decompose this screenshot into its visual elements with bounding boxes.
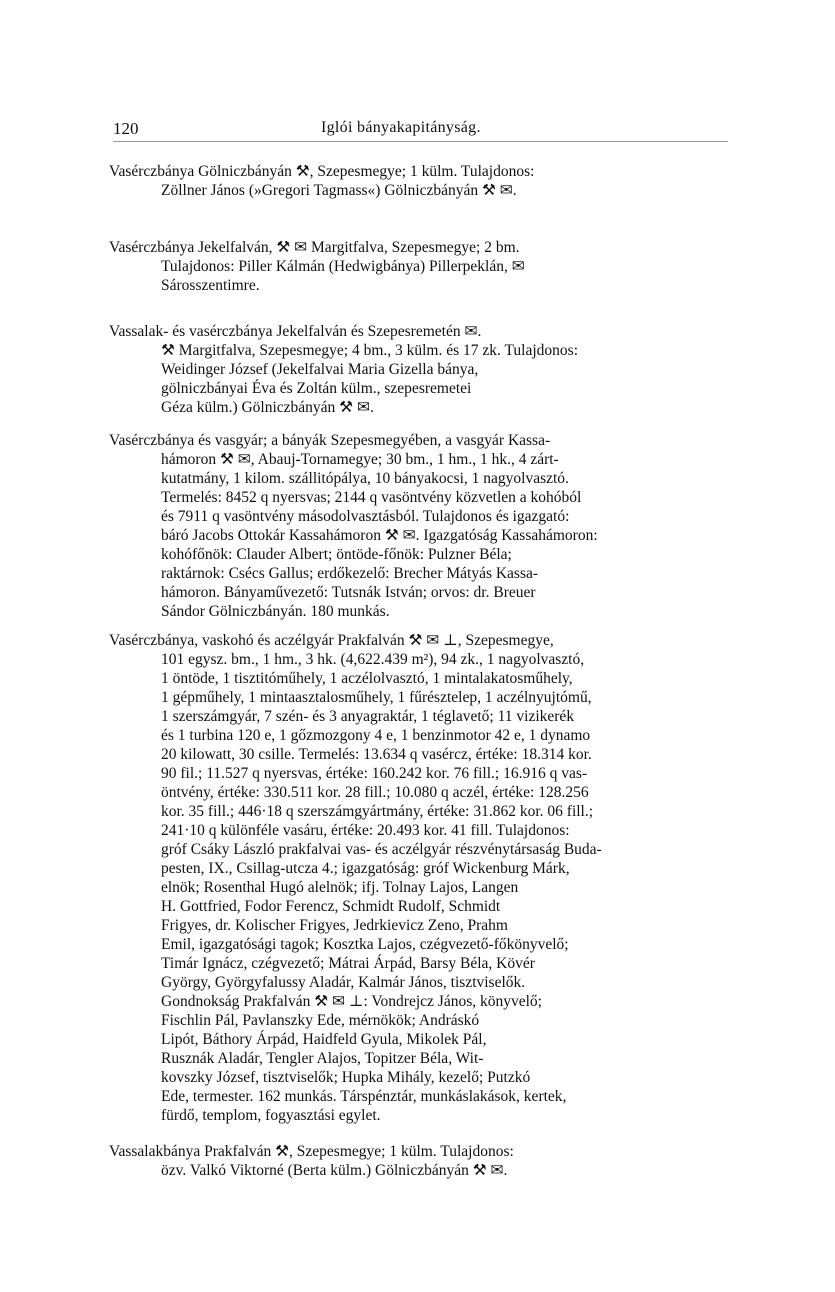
entry-line: 1 szerszámgyár, 7 szén- és 3 anyagraktár, 1 téglavető; 11 vizikerék xyxy=(161,708,575,725)
entry-line: Weidinger József (Jekelfalvai Maria Gizella bánya, xyxy=(161,361,479,378)
entry-line: Vassalakbánya Prakfalván ⚒, Szepesmegye; 1 külm. Tulajdonos: xyxy=(109,1143,514,1160)
entry-csaky xyxy=(109,631,731,1125)
entry-line: öntvény, értéke: 330.511 kor. 28 fill.; 10.080 q aczél, értéke: 128.256 xyxy=(161,784,589,801)
page-number: 120 xyxy=(113,119,139,138)
page-header xyxy=(113,115,728,142)
entry-line: 1 gépműhely, 1 mintaasztalosműhely, 1 fűrésztelep, 1 aczélnyujtómű, xyxy=(161,689,592,706)
running-title: Iglói bányakapitányság. xyxy=(321,119,481,136)
entry-line: kor. 35 fill.; 446·18 q szerszámgyártmány, értéke: 31.862 kor. 06 fill.; xyxy=(161,803,594,820)
entry-line: Sárosszentimre. xyxy=(161,277,260,294)
entry-line: és 7911 q vasöntvény másodolvasztásból. Tulajdonos és igazgató: xyxy=(161,508,570,525)
entry-line: özv. Valkó Viktorné (Berta külm.) Gölniczbányán ⚒ ✉. xyxy=(161,1162,508,1179)
entry-line: Emil, igazgatósági tagok; Kosztka Lajos, czégvezető-főkönyvelő; xyxy=(161,936,569,953)
entry-piller xyxy=(109,238,731,295)
entry-line: Timár Ignácz, czégvezető; Mátrai Árpád, Barsy Béla, Kövér xyxy=(161,955,535,972)
entry-line: Vasérczbánya és vasgyár; a bányák Szepesmegyében, a vasgyár Kassa- xyxy=(109,432,551,449)
entry-line: elnök; Rosenthal Hugó alelnök; ifj. Tolnay Lajos, Langen xyxy=(161,879,519,896)
entry-line: Sándor Gölniczbányán. 180 munkás. xyxy=(161,603,390,620)
entry-jacobs xyxy=(109,431,731,621)
entry-line: Lipót, Báthory Árpád, Haidfeld Gyula, Mikolek Pál, xyxy=(161,1031,487,1048)
entry-line: Vasérczbánya Gölniczbányán ⚒, Szepesmegye; 1 külm. Tulajdonos: xyxy=(109,163,535,180)
entry-line: Vassalak- és vasérczbánya Jekelfalván és Szepesremetén ✉. xyxy=(109,323,482,340)
entry-line: pesten, IX., Csillag-utcza 4.; igazgatóság: gróf Wickenburg Márk, xyxy=(161,860,570,877)
entry-weidinger xyxy=(109,322,731,417)
entry-line: Termelés: 8452 q nyersvas; 2144 q vasöntvény közvetlen a kohóból xyxy=(161,489,582,506)
entry-line: Ede, termester. 162 munkás. Társpénztár, munkáslakások, kertek, xyxy=(161,1088,567,1105)
entry-line: kutatmány, 1 kilom. szállitópálya, 10 bányakocsi, 1 nagyolvasztó. xyxy=(161,470,569,487)
entry-line: gölniczbányai Éva és Zoltán külm., szepesremetei xyxy=(161,380,472,397)
entry-line: 241·10 q különféle vasáru, értéke: 20.493 kor. 41 fill. Tulajdonos: xyxy=(161,822,570,839)
entry-line: 1 öntöde, 1 tisztitóműhely, 1 aczélolvasztó, 1 mintalakatosműhely, xyxy=(161,670,573,687)
entry-line: ⚒ Margitfalva, Szepesmegye; 4 bm., 3 külm. és 17 zk. Tulajdonos: xyxy=(161,342,579,359)
entry-line: raktárnok: Csécs Gallus; erdőkezelő: Brecher Mátyás Kassa- xyxy=(161,565,539,582)
entry-valko xyxy=(109,1142,731,1180)
entry-line: György, Györgyfalussy Aladár, Kalmár János, tisztviselők. xyxy=(161,974,526,991)
entry-line: hámoron ⚒ ✉, Abauj-Tornamegye; 30 bm., 1 hm., 1 hk., 4 zárt- xyxy=(161,451,559,468)
entry-line: báró Jacobs Ottokár Kassahámoron ⚒ ✉. Igazgatóság Kassahámoron: xyxy=(161,527,598,544)
entry-line: Zöllner János (»Gregori Tagmass«) Gölniczbányán ⚒ ✉. xyxy=(161,182,517,199)
entry-line: Tulajdonos: Piller Kálmán (Hedwigbánya) Pillerpeklán, ✉ xyxy=(161,258,525,275)
entry-line: kovszky József, tisztviselők; Hupka Mihály, kezelő; Putzkó xyxy=(161,1069,531,1086)
entry-line: Vasérczbánya Jekelfalván, ⚒ ✉ Margitfalva, Szepesmegye; 2 bm. xyxy=(109,239,520,256)
entry-line: Rusznák Aladár, Tengler Alajos, Topitzer Béla, Wit- xyxy=(161,1050,484,1067)
entry-line: 20 kilowatt, 30 csille. Termelés: 13.634 q vasércz, értéke: 18.314 kor. xyxy=(161,746,592,763)
entry-line: 90 fil.; 11.527 q nyersvas, értéke: 160.242 kor. 76 fill.; 16.916 q vas- xyxy=(161,765,588,782)
entry-line: kohófőnök: Clauder Albert; öntöde-főnök: Pulzner Béla; xyxy=(161,546,512,563)
entry-line: hámoron. Bányaművezető: Tutsnák István; orvos: dr. Breuer xyxy=(161,584,536,601)
entry-line: Géza külm.) Gölniczbányán ⚒ ✉. xyxy=(161,399,374,416)
entry-line: gróf Csáky László prakfalvai vas- és aczélgyár részvénytársaság Buda- xyxy=(161,841,602,858)
entry-line: fürdő, templom, fogyasztási egylet. xyxy=(161,1107,381,1124)
entry-line: Gondnokság Prakfalván ⚒ ✉ ⊥: Vondrejcz János, könyvelő; xyxy=(161,993,542,1010)
entry-line: 101 egysz. bm., 1 hm., 3 hk. (4,622.439 m²), 94 zk., 1 nagyolvasztó, xyxy=(161,651,585,668)
entry-zollner xyxy=(109,162,731,200)
entry-line: Fischlin Pál, Pavlanszky Ede, mérnökök; Andráskó xyxy=(161,1012,480,1029)
entry-line: Vasérczbánya, vaskohó és aczélgyár Prakfalván ⚒ ✉ ⊥, Szepesmegye, xyxy=(109,632,554,649)
entry-line: Frigyes, dr. Kolischer Frigyes, Jedrkievicz Zeno, Prahm xyxy=(161,917,508,934)
entry-line: és 1 turbina 120 e, 1 gőzmozgony 4 e, 1 benzinmotor 42 e, 1 dynamo xyxy=(161,727,591,744)
entry-line: H. Gottfried, Fodor Ferencz, Schmidt Rudolf, Schmidt xyxy=(161,898,501,915)
